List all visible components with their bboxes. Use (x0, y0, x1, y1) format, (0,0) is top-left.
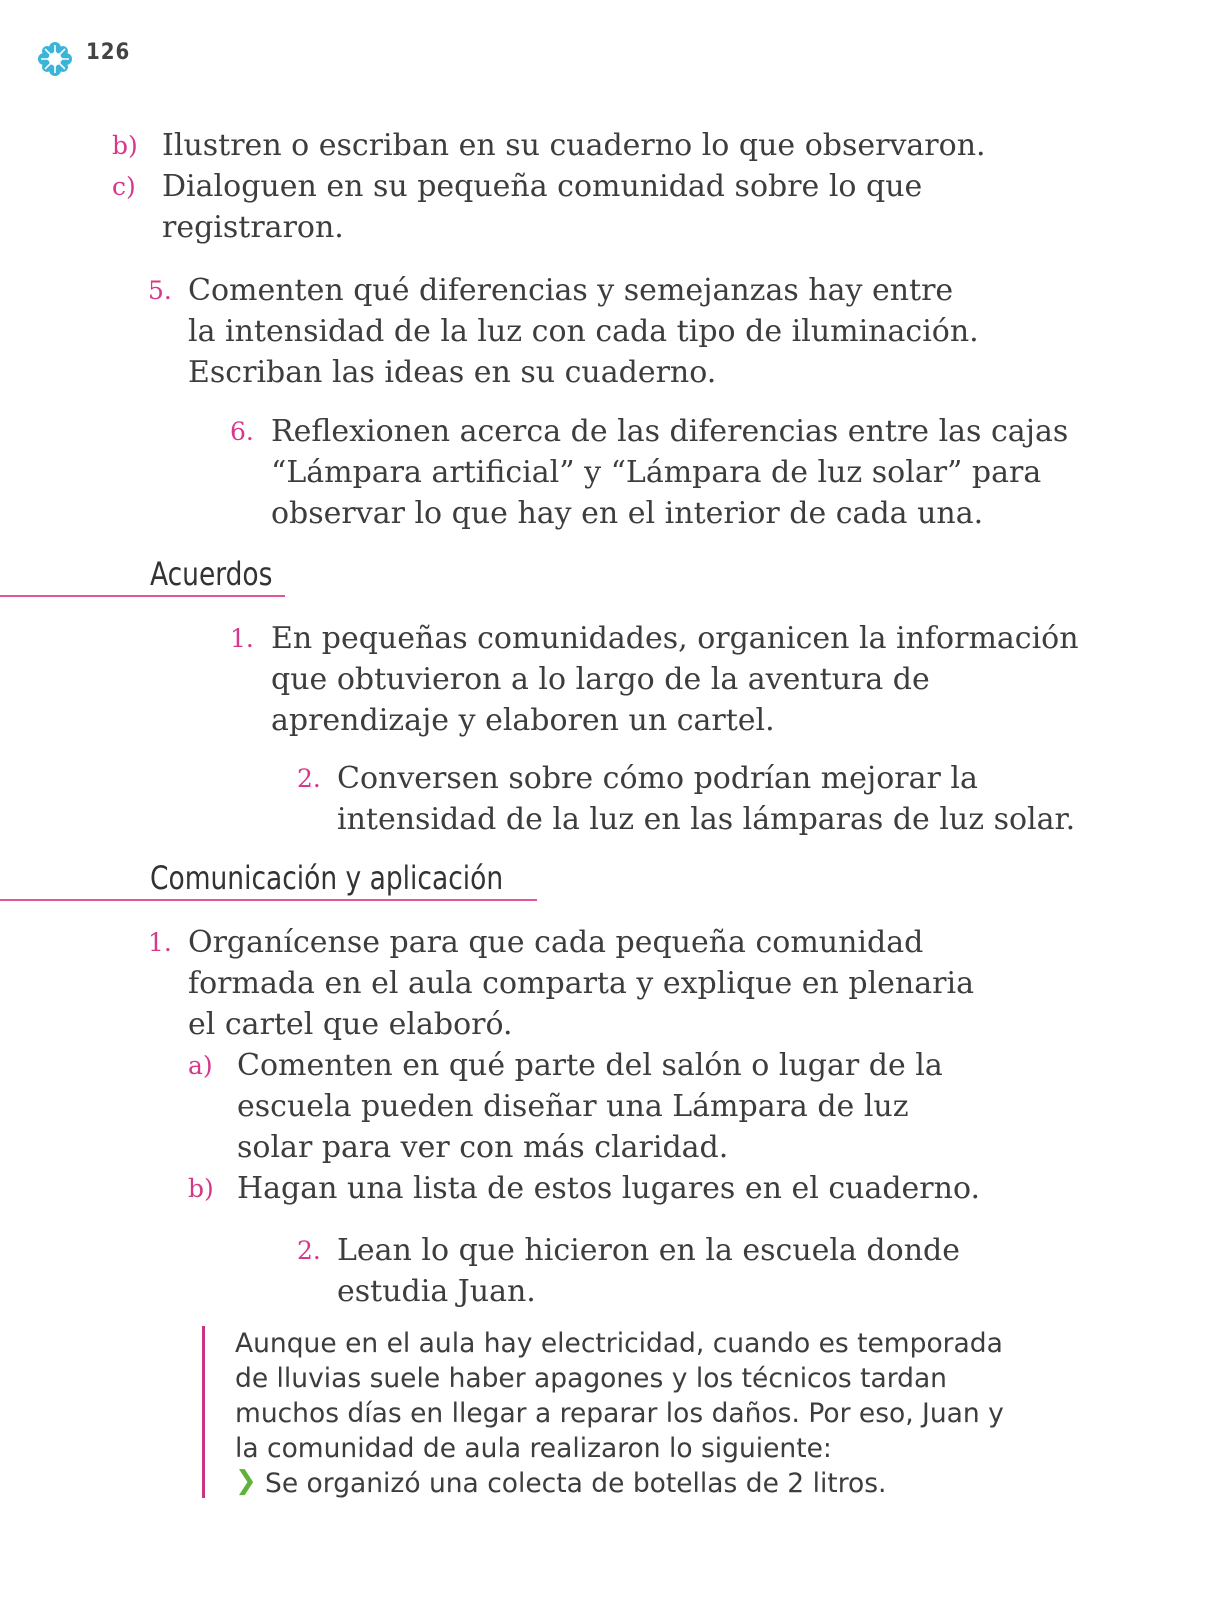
section-title: Comunicación y aplicación (150, 859, 504, 897)
item-text-line: “Lámpara artificial” y “Lámpara de luz solar” para (271, 455, 1042, 490)
item-marker: c) (112, 172, 136, 201)
excerpt-line: muchos días en llegar a reparar los daños. Por eso, Juan y (235, 1398, 1004, 1429)
item-text-line: Dialoguen en su pequeña comunidad sobre lo que (162, 169, 923, 204)
item-marker: b) (112, 131, 138, 160)
item-text-line: la intensidad de la luz con cada tipo de iluminación. (188, 314, 979, 349)
item-text: Ilustren o escriban en su cuaderno lo que observaron. (162, 128, 986, 163)
list-item-6 (230, 411, 1068, 534)
comunicacion-item-b (188, 1168, 980, 1209)
list-item-5 (148, 270, 979, 393)
excerpt-line: la comunidad de aula realizaron lo siguiente: (235, 1433, 832, 1464)
chevron-right-icon: ❯ (235, 1466, 257, 1496)
section-heading-comunicacion (0, 859, 537, 901)
item-text-line: Hagan una lista de estos lugares en el cuaderno. (237, 1171, 981, 1206)
item-text-line: solar para ver con más claridad. (237, 1130, 729, 1165)
item-text-line: En pequeñas comunidades, organicen la información (271, 621, 1079, 656)
item-marker: a) (188, 1051, 213, 1080)
item-text-line: Conversen sobre cómo podrían mejorar la (337, 761, 978, 796)
section-heading-acuerdos (0, 555, 285, 597)
item-text-line: intensidad de la luz en las lámparas de luz solar. (337, 802, 1076, 837)
excerpt-line: de lluvias suele haber apagones y los técnicos tardan (235, 1363, 947, 1394)
acuerdos-item-1 (230, 618, 1079, 741)
comunicacion-item-a (188, 1045, 943, 1168)
item-text-line: Comenten qué diferencias y semejanzas hay entre (188, 273, 954, 308)
flower-logo-icon (38, 42, 72, 76)
section-title: Acuerdos (150, 555, 273, 593)
item-marker: b) (188, 1174, 214, 1203)
item-text-line: Comenten en qué parte del salón o lugar de la (237, 1048, 943, 1083)
excerpt-text (235, 1326, 1004, 1466)
item-text-line: estudia Juan. (337, 1274, 536, 1309)
item-text-line: que obtuvieron a lo largo de la aventura de (271, 662, 930, 697)
comunicacion-item-2 (297, 1230, 960, 1312)
excerpt-line: Aunque en el aula hay electricidad, cuando es temporada (235, 1328, 1003, 1359)
item-text-line: escuela pueden diseñar una Lámpara de luz (237, 1089, 909, 1124)
item-text-line: Lean lo que hicieron en la escuela donde (337, 1233, 960, 1268)
list-item-c (112, 166, 922, 248)
item-text-line: el cartel que elaboró. (188, 1007, 513, 1042)
item-text-line: Organícense para que cada pequeña comunidad (188, 925, 924, 960)
item-text-line: registraron. (162, 210, 344, 245)
item-text-line: formada en el aula comparta y explique en plenaria (188, 966, 974, 1001)
item-marker: 6. (230, 417, 254, 446)
item-marker: 2. (297, 764, 321, 793)
item-marker: 1. (230, 624, 254, 653)
comunicacion-item-1 (148, 922, 974, 1045)
item-text-line: aprendizaje y elaboren un cartel. (271, 703, 775, 738)
item-marker: 2. (297, 1236, 321, 1265)
item-text-line: Reflexionen acerca de las diferencias entre las cajas (271, 414, 1069, 449)
story-excerpt (202, 1326, 1085, 1498)
item-marker: 5. (148, 276, 172, 305)
item-text-line: observar lo que hay en el interior de cada una. (271, 496, 984, 531)
page-number: 126 (86, 40, 131, 65)
item-text-line: Escriban las ideas en su cuaderno. (188, 355, 717, 390)
acuerdos-item-2 (297, 758, 1075, 840)
list-item-b (112, 125, 986, 166)
excerpt-bullet: Se organizó una colecta de botellas de 2 litros. (265, 1468, 887, 1499)
item-marker: 1. (148, 928, 172, 957)
